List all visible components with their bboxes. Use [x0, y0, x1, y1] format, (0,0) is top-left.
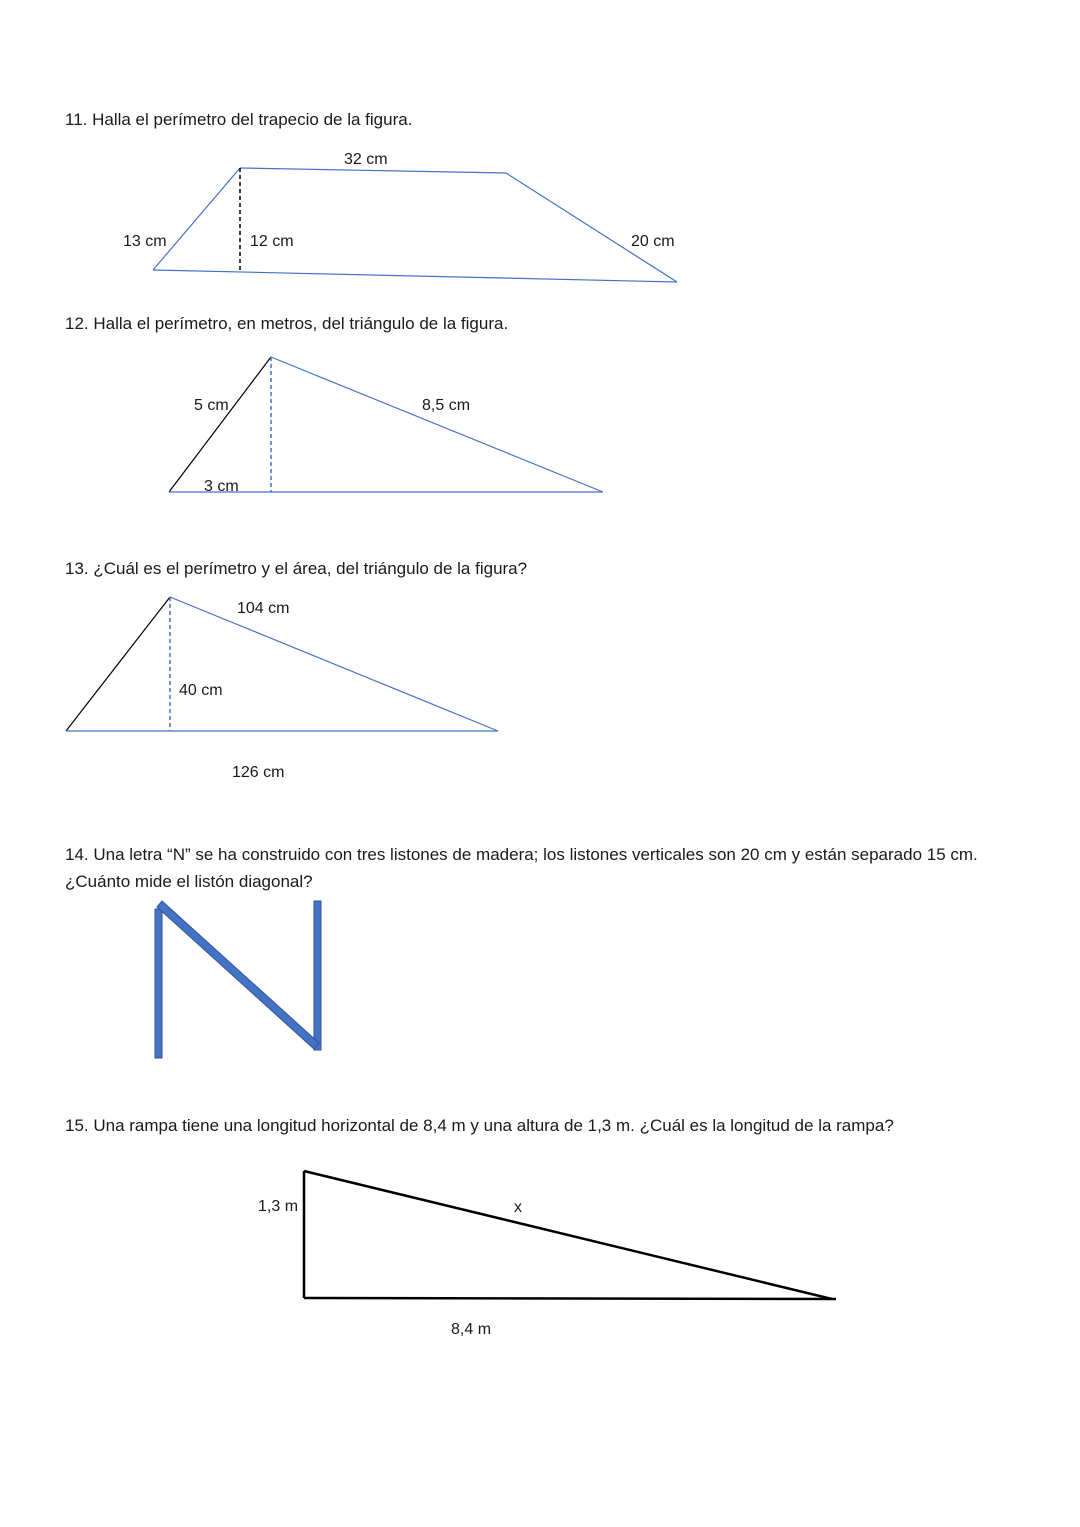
question-14-text: 14. Una letra “N” se ha construido con tres listones de madera; los listones verticales son 20 cm y están separado 15 cm. ¿Cuánto mide el listón diagonal?	[65, 845, 978, 891]
trapezoid-height-label: 12 cm	[250, 233, 294, 250]
triangle-12-right-label: 8,5 cm	[422, 397, 471, 414]
question-11-text: 11. Halla el perímetro del trapecio de la figura.	[65, 110, 413, 129]
triangle-13-right-label: 104 cm	[237, 600, 290, 617]
triangle-13-height-label: 40 cm	[179, 682, 223, 699]
triangle-12-base-label: 3 cm	[204, 478, 239, 495]
ramp-base-label: 8,4 m	[451, 1321, 492, 1338]
ramp-hypotenuse-label: x	[514, 1199, 522, 1216]
trapezoid-left-label: 13 cm	[123, 233, 167, 250]
ramp-height-label: 1,3 m	[258, 1198, 299, 1215]
trapezoid-right-label: 20 cm	[631, 233, 675, 250]
triangle-13-base-label: 126 cm	[232, 764, 285, 781]
triangle-12-left-label: 5 cm	[194, 397, 229, 414]
question-15-text: 15. Una rampa tiene una longitud horizontal de 8,4 m y una altura de 1,3 m. ¿Cuál es la longitud de la rampa?	[65, 1116, 894, 1135]
question-13-text: 13. ¿Cuál es el perímetro y el área, del triángulo de la figura?	[65, 559, 528, 578]
ramp-horizontal-side	[304, 1298, 836, 1299]
question-12-text: 12. Halla el perímetro, en metros, del triángulo de la figura.	[65, 314, 509, 333]
ramp-hypotenuse	[304, 1171, 832, 1299]
trapezoid-top-label: 32 cm	[344, 151, 388, 168]
